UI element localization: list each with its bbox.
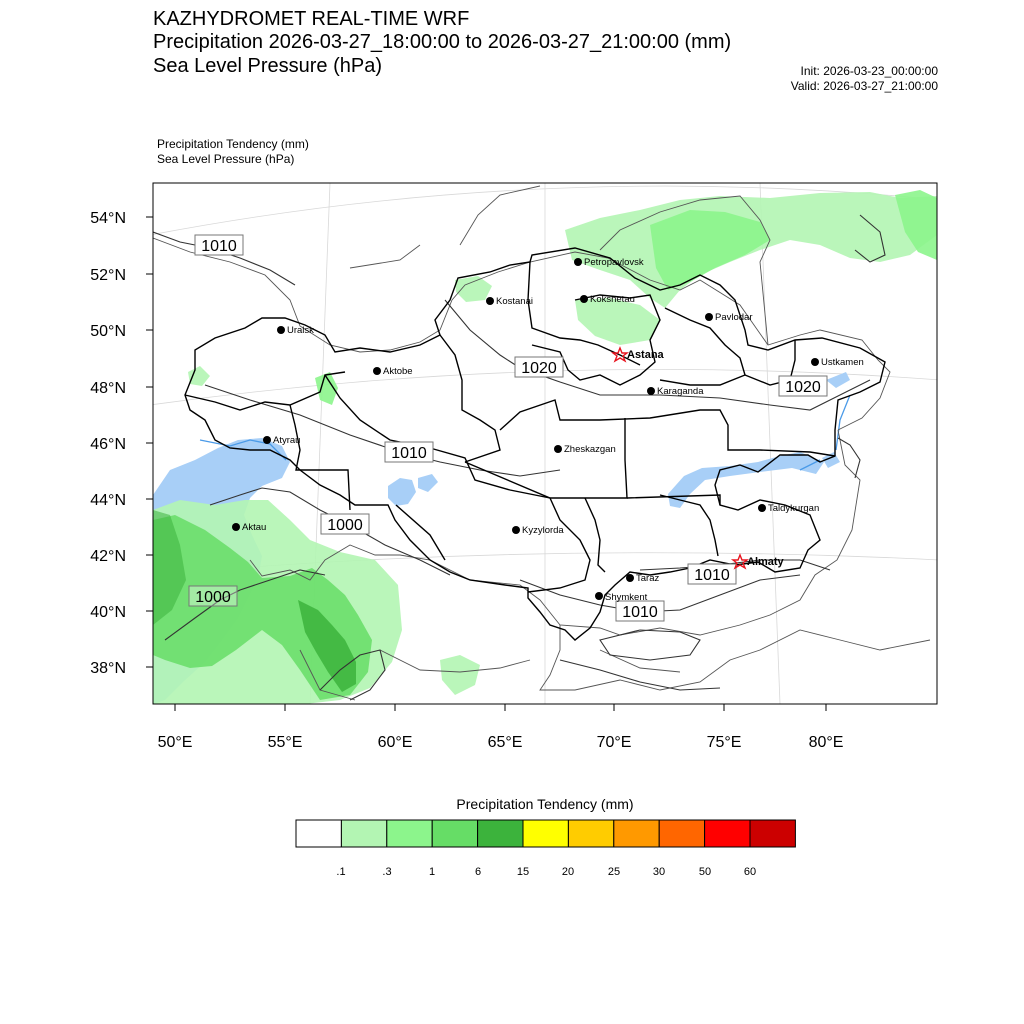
city-marker (595, 592, 603, 600)
city-label: Uralsk (287, 325, 314, 336)
lon-label: 55°E (267, 734, 303, 751)
isobar-label: 1010 (694, 567, 730, 584)
lat-label: 40°N (90, 604, 126, 621)
isobar-label: 1020 (785, 379, 821, 396)
lat-label: 44°N (90, 492, 126, 509)
city-marker (486, 297, 494, 305)
isobar-label: 1010 (622, 604, 658, 621)
lat-label: 42°N (90, 548, 126, 565)
lat-label: 50°N (90, 323, 126, 340)
colorbar-cell (478, 820, 523, 847)
colorbar-cell (750, 820, 795, 847)
colorbar-label: .3 (382, 866, 392, 878)
colorbar-cell (341, 820, 386, 847)
city-label: Zheskazgan (564, 444, 616, 455)
city-label: Kyzylorda (522, 525, 564, 536)
lat-label: 46°N (90, 436, 126, 453)
colorbar-label: 1 (428, 866, 436, 878)
city-marker (232, 523, 240, 531)
colorbar-cell (296, 820, 341, 847)
colorbar-label: 20 (561, 866, 575, 878)
lon-label: 50°E (157, 734, 193, 751)
isobar-label: 1010 (391, 445, 427, 462)
city-label: Atyrau (273, 435, 301, 446)
colorbar-label: .1 (336, 866, 346, 878)
precip-period-title: Precipitation 2026-03-27_18:00:00 to 2026-03-27_21:00:00 (mm) (153, 31, 732, 53)
city-marker (626, 574, 634, 582)
colorbar-title: Precipitation Tendency (mm) (456, 796, 634, 812)
city-label: Taraz (636, 573, 660, 584)
lon-label: 80°E (808, 734, 844, 751)
lon-label: 60°E (377, 734, 413, 751)
init-time: Init: 2026-03-23_00:00:00 (800, 64, 938, 78)
lat-label: 38°N (90, 660, 126, 677)
lat-labels (90, 210, 126, 677)
city-label: Kostanai (496, 296, 533, 307)
isobar-label: 1000 (195, 589, 231, 606)
city-label: Aktau (242, 522, 267, 533)
lon-label: 75°E (706, 734, 742, 751)
isobar-label: 1020 (521, 360, 557, 377)
lon-label: 65°E (487, 734, 523, 751)
colorbar-label: 15 (516, 866, 530, 878)
colorbar-cell (614, 820, 659, 847)
isobar-label: 1010 (201, 238, 237, 255)
city-label: Ustkamen (821, 357, 864, 368)
city-marker (554, 445, 562, 453)
city-label: Petropavlovsk (584, 257, 644, 268)
city-marker (647, 387, 655, 395)
isobar-label: 1000 (327, 517, 363, 534)
chart-title: KAZHYDROMET REAL-TIME WRF (153, 8, 470, 30)
colorbar-label: 6 (474, 866, 482, 878)
field-label-precip: Precipitation Tendency (mm) (157, 137, 309, 151)
slp-title: Sea Level Pressure (hPa) (153, 55, 383, 77)
colorbar-cell (705, 820, 750, 847)
colorbar-cell (523, 820, 568, 847)
lon-label: 70°E (596, 734, 632, 751)
lat-label: 48°N (90, 380, 126, 397)
lon-labels (158, 734, 844, 751)
city-marker (263, 436, 271, 444)
colorbar-label: 25 (607, 866, 621, 878)
colorbar-cell (659, 820, 704, 847)
field-label-slp: Sea Level Pressure (hPa) (157, 152, 295, 166)
city-marker (574, 258, 582, 266)
colorbar-label: 50 (698, 866, 712, 878)
lat-label: 52°N (90, 267, 126, 284)
city-marker (811, 358, 819, 366)
lat-ticks (146, 217, 153, 667)
city-marker (373, 367, 381, 375)
colorbar-label: 30 (652, 866, 666, 878)
city-label: Aktobe (383, 366, 413, 377)
colorbar (296, 820, 795, 847)
colorbar-cell (387, 820, 432, 847)
city-label: Taldykurgan (768, 503, 820, 514)
colorbar-label: 60 (743, 866, 757, 878)
lon-ticks (175, 704, 826, 711)
city-marker (580, 295, 588, 303)
city-label: Karaganda (657, 386, 704, 397)
colorbar-cell (432, 820, 477, 847)
valid-time: Valid: 2026-03-27_21:00:00 (790, 79, 938, 93)
city-marker (277, 326, 285, 334)
colorbar-cell (568, 820, 613, 847)
city-marker (758, 504, 766, 512)
lat-label: 54°N (90, 210, 126, 227)
city-label: Astana (627, 349, 664, 361)
city-marker (705, 313, 713, 321)
city-label: Shymkent (605, 592, 648, 603)
city-label: Almaty (747, 556, 784, 568)
city-label: Pavlodar (715, 312, 753, 323)
city-label: Kokshetau (590, 294, 635, 305)
city-marker (512, 526, 520, 534)
